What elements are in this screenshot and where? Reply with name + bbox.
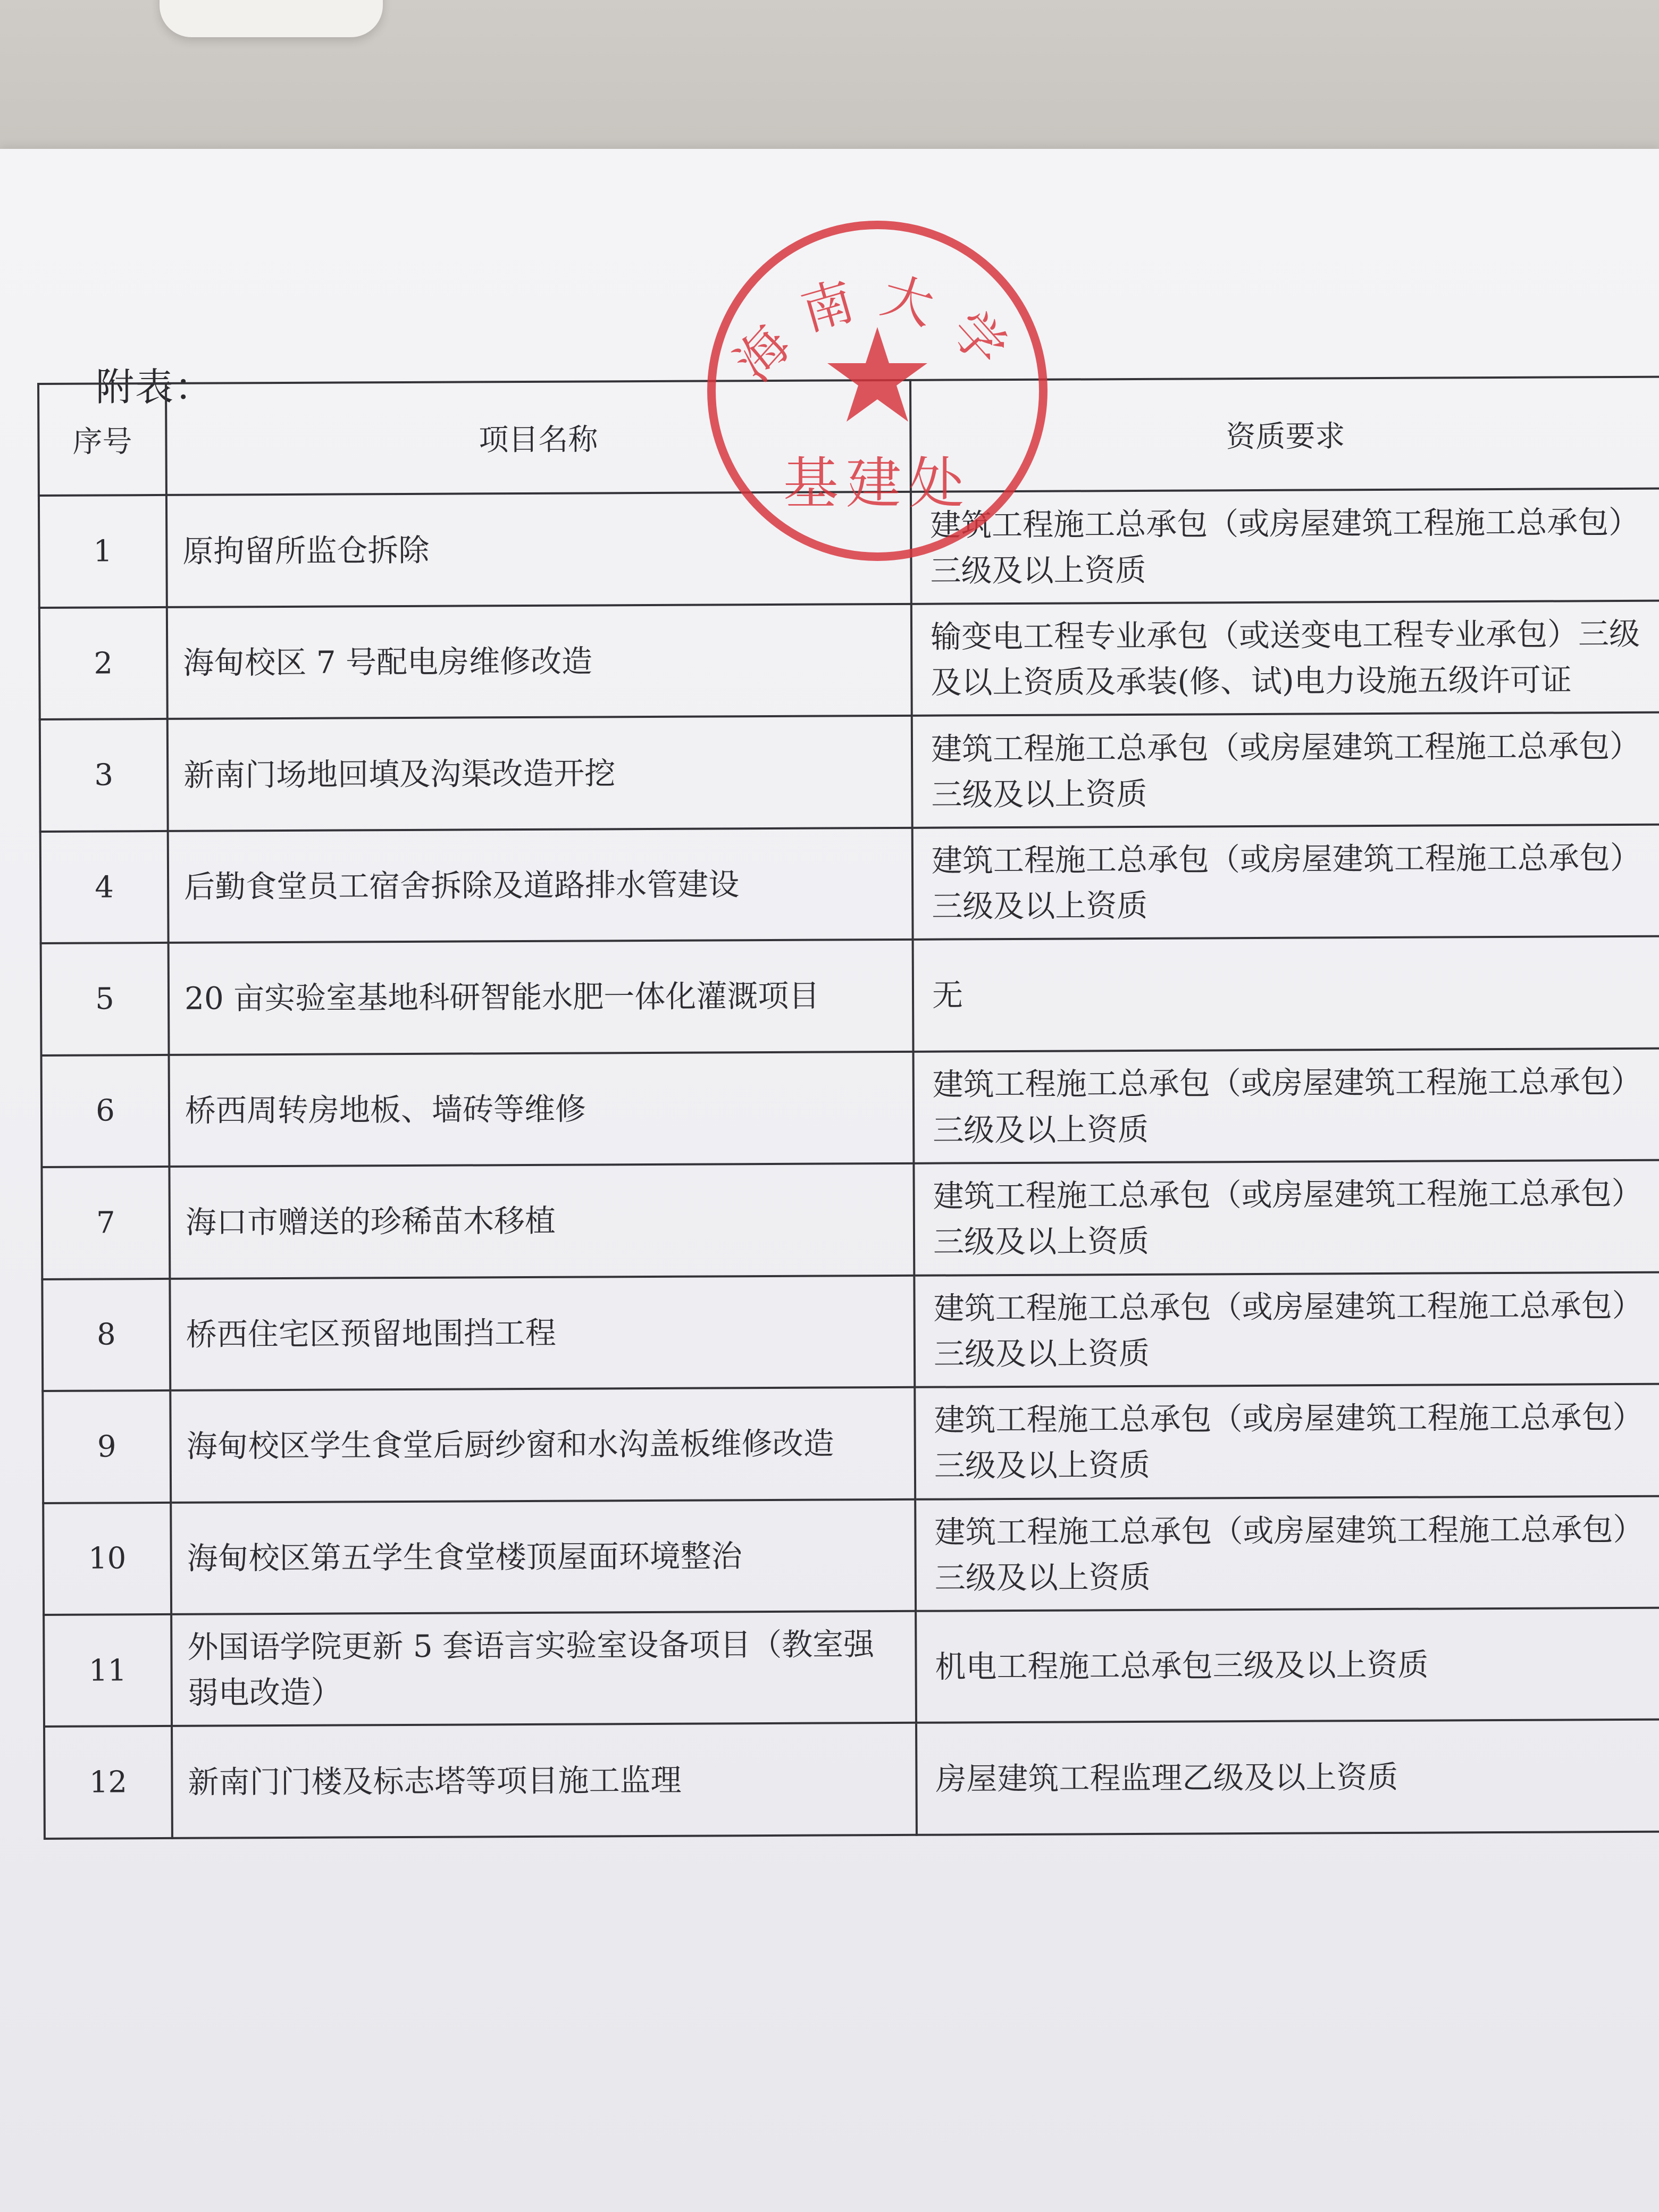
row-project-name: 原拘留所监仓拆除 [166, 492, 911, 607]
row-index: 3 [40, 719, 168, 831]
row-project-name: 海口市赠送的珍稀苗木移植 [169, 1163, 914, 1279]
row-index: 2 [39, 607, 167, 719]
table-row [41, 936, 1659, 1055]
row-index: 10 [43, 1502, 171, 1614]
row-project-name: 桥西住宅区预留地围挡工程 [170, 1275, 915, 1390]
row-project-name: 海甸校区学生食堂后厨纱窗和水沟盖板维修改造 [170, 1387, 915, 1503]
row-qualification: 建筑工程施工总承包（或房屋建筑工程施工总承包）三级及以上资质 [914, 1048, 1659, 1163]
row-index: 4 [40, 831, 169, 943]
seal-bottom-text: 基建处 [783, 451, 972, 516]
seal-star-icon [827, 327, 927, 422]
row-project-name: 新南门场地回填及沟渠改造开挖 [167, 716, 912, 831]
row-qualification: 建筑工程施工总承包（或房屋建筑工程施工总承包）三级及以上资质 [912, 824, 1659, 940]
row-project-name: 外国语学院更新 5 套语言实验室设备项目（教室强弱电改造） [171, 1611, 916, 1727]
official-seal [702, 215, 1053, 566]
table-row [41, 1048, 1659, 1167]
project-table [37, 376, 1659, 1840]
row-project-name: 桥西周转房地板、墙砖等维修 [169, 1052, 914, 1167]
row-index: 1 [39, 495, 167, 607]
row-qualification: 建筑工程施工总承包（或房屋建筑工程施工总承包）三级及以上资质 [912, 713, 1659, 828]
row-index: 12 [44, 1726, 172, 1839]
background-object [160, 0, 383, 37]
row-qualification: 建筑工程施工总承包（或房屋建筑工程施工总承包）三级及以上资质 [915, 1496, 1659, 1611]
table-row [42, 1272, 1659, 1391]
row-qualification: 建筑工程施工总承包（或房屋建筑工程施工总承包）三级及以上资质 [911, 489, 1659, 604]
header-project-name: 项目名称 [166, 380, 911, 496]
row-project-name: 新南门门楼及标志塔等项目施工监理 [172, 1723, 917, 1838]
row-index: 7 [41, 1167, 170, 1279]
row-project-name: 后勤食堂员工宿舍拆除及道路排水管建设 [168, 828, 913, 943]
row-qualification: 房屋建筑工程监理乙级及以上资质 [916, 1720, 1659, 1835]
row-project-name: 20 亩实验室基地科研智能水肥一体化灌溉项目 [169, 940, 914, 1055]
seal-top-text: 海南大学 [723, 265, 1032, 393]
row-index: 11 [44, 1614, 172, 1727]
table-row [40, 824, 1659, 943]
row-qualification: 机电工程施工总承包三级及以上资质 [916, 1608, 1659, 1723]
row-index: 8 [42, 1279, 170, 1391]
header-index: 序号 [38, 383, 166, 496]
table-row [43, 1384, 1659, 1503]
row-qualification: 建筑工程施工总承包（或房屋建筑工程施工总承包）三级及以上资质 [914, 1272, 1659, 1387]
table-row [39, 601, 1659, 720]
row-project-name: 海甸校区 7 号配电房维修改造 [167, 604, 912, 719]
row-index: 6 [41, 1055, 170, 1167]
row-index: 9 [43, 1390, 171, 1503]
table-row [44, 1720, 1659, 1839]
table-row [41, 1160, 1659, 1279]
table-row [44, 1608, 1659, 1727]
row-qualification: 建筑工程施工总承包（或房屋建筑工程施工总承包）三级及以上资质 [915, 1384, 1659, 1499]
table-row [43, 1496, 1659, 1615]
attachment-caption: 附表： [96, 365, 214, 409]
row-index: 5 [41, 943, 169, 1055]
row-qualification: 建筑工程施工总承包（或房屋建筑工程施工总承包）三级及以上资质 [914, 1160, 1659, 1276]
table-row [40, 713, 1659, 832]
row-qualification: 无 [913, 936, 1659, 1052]
row-qualification: 输变电工程专业承包（或送变电工程专业承包）三级及以上资质及承装(修、试)电力设施五级许可证 [911, 601, 1659, 716]
row-project-name: 海甸校区第五学生食堂楼顶屋面环境整治 [171, 1499, 916, 1614]
header-qualification: 资质要求 [910, 377, 1659, 492]
